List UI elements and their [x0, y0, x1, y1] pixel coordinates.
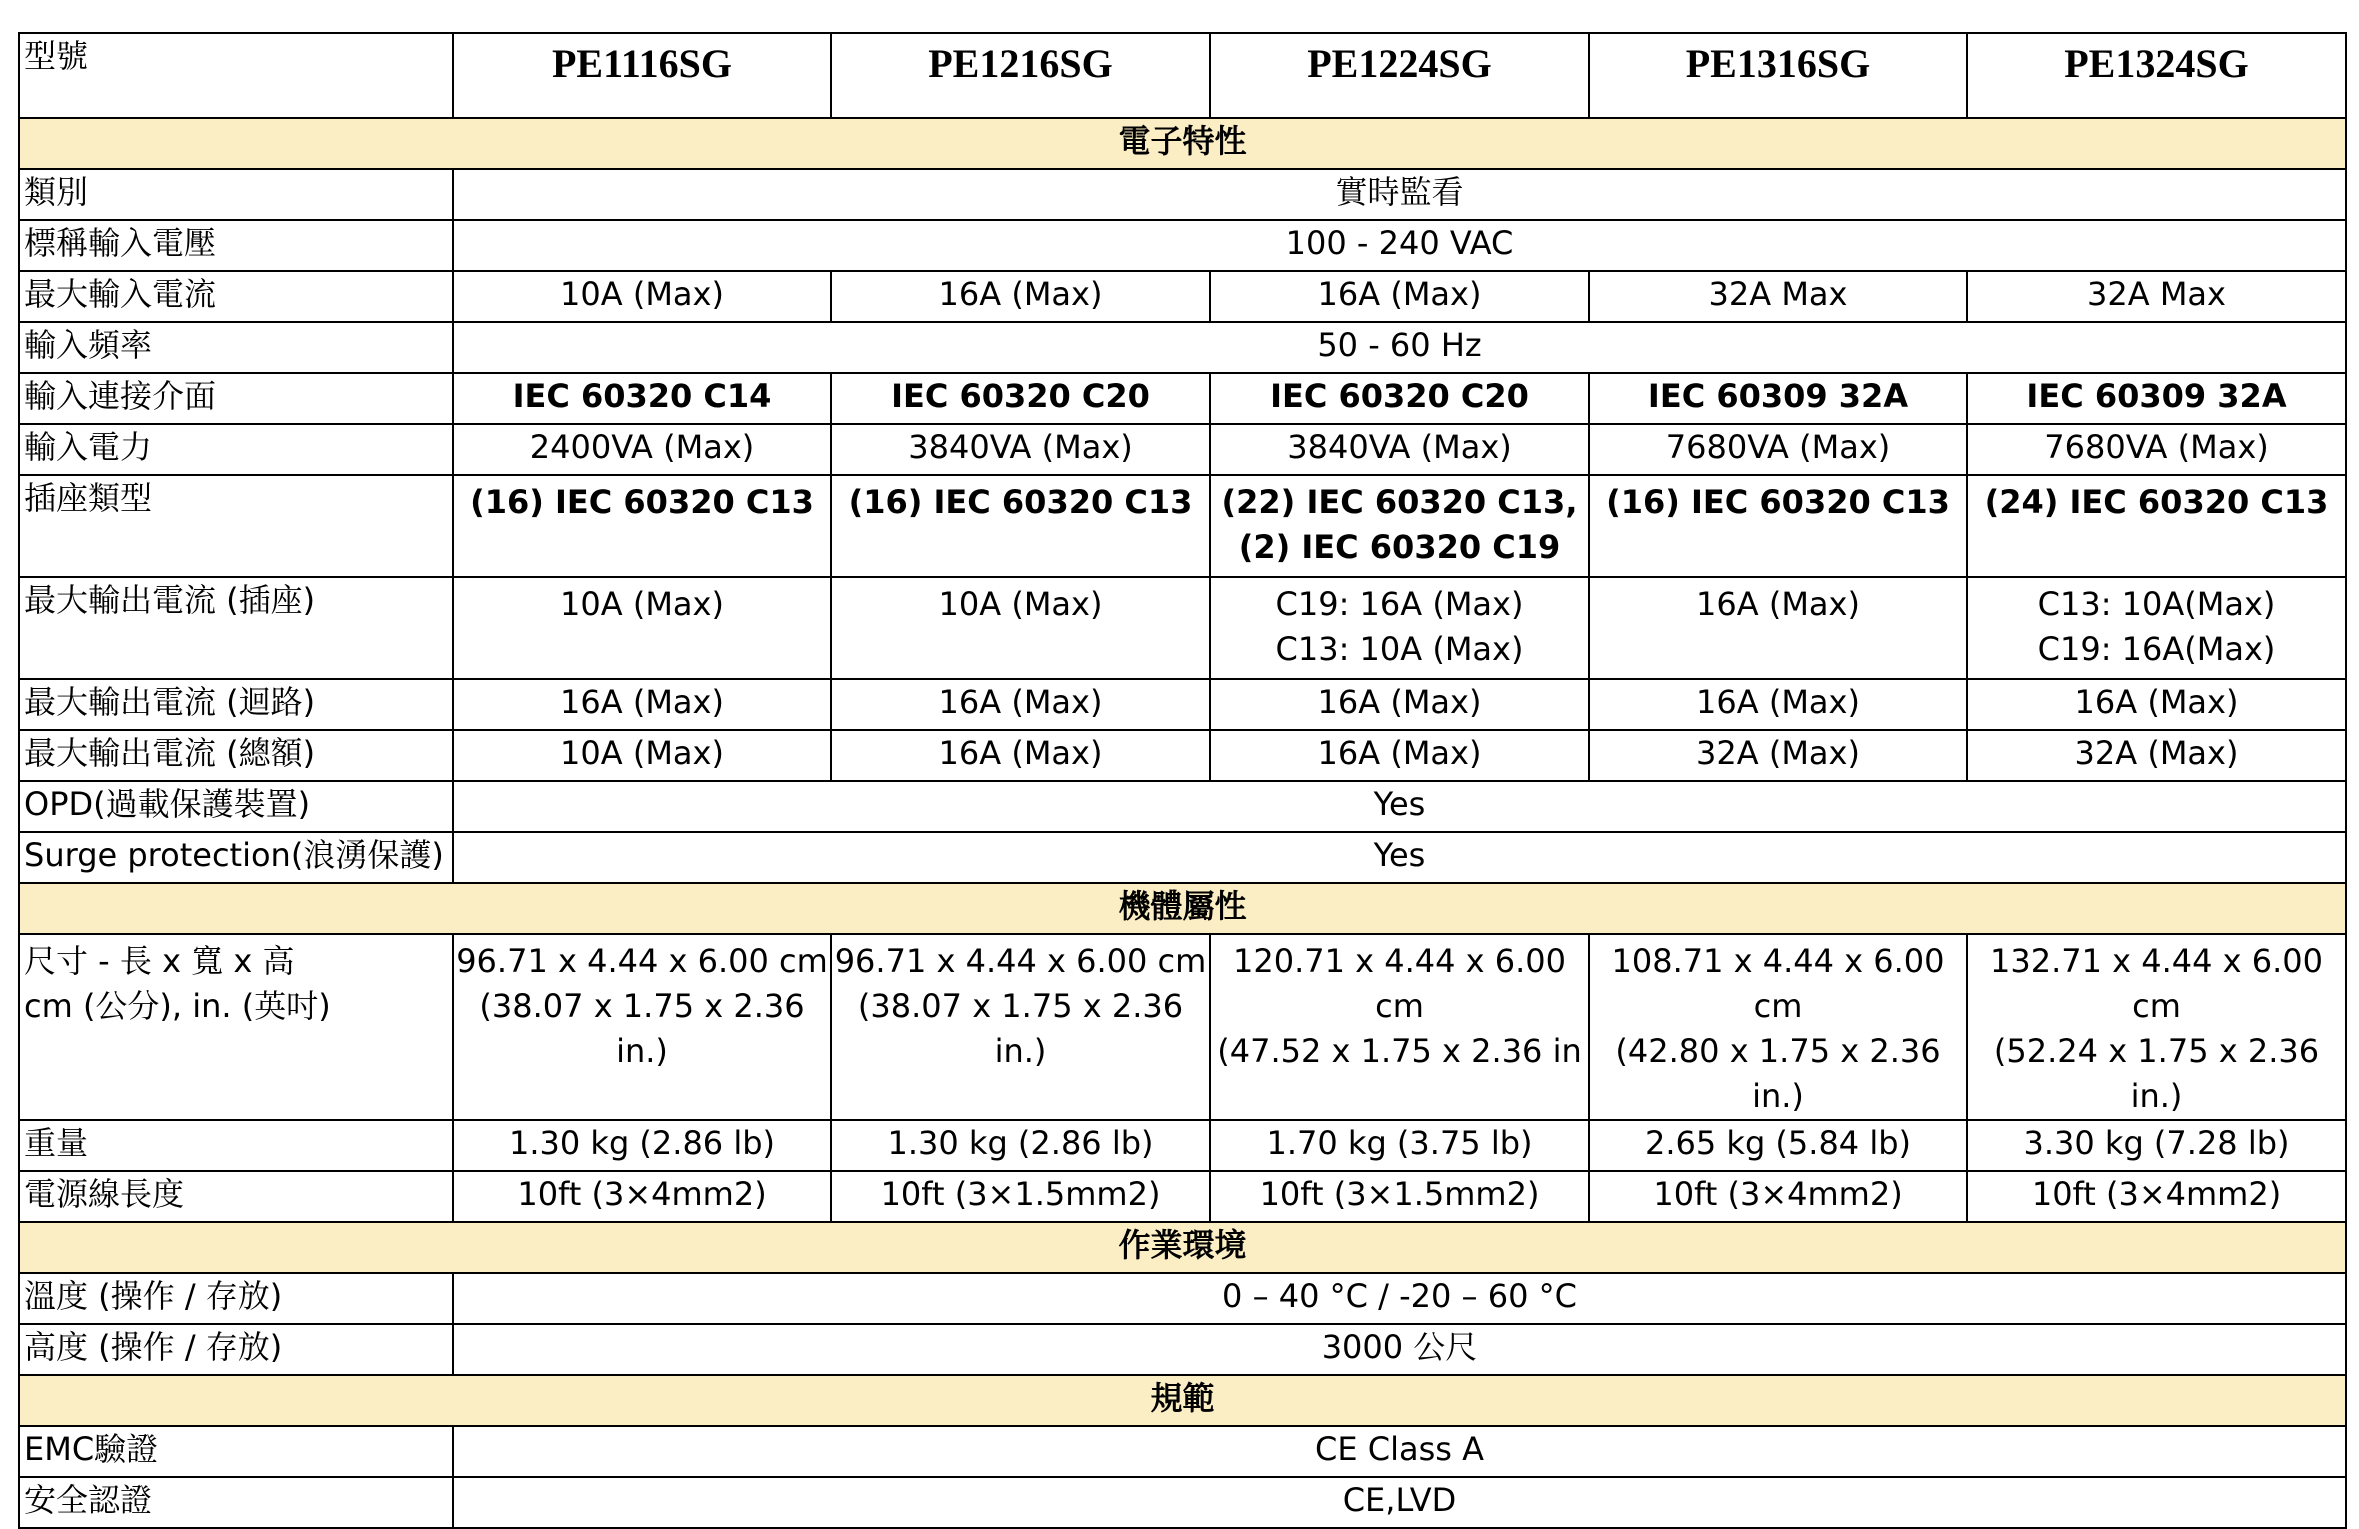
row-value [1589, 934, 1967, 1120]
spec-table-body [19, 33, 2346, 1528]
row-value [831, 577, 1210, 679]
value-line: 96.71 x 4.44 x 6.00 cm [834, 942, 1207, 980]
row-value [453, 934, 831, 1120]
row-label: 類別 [19, 169, 453, 220]
table-row-category [19, 169, 2346, 220]
row-value: 10ft (3×1.5mm2) [831, 1171, 1210, 1222]
row-value: 7680VA (Max) [1967, 424, 2346, 475]
table-row-input-connector [19, 373, 2346, 424]
row-value: IEC 60320 C14 [453, 373, 831, 424]
row-label: EMC驗證 [19, 1426, 453, 1477]
table-row-input-frequency [19, 322, 2346, 373]
row-value: 0 – 40 °C / -20 – 60 °C [453, 1273, 2346, 1324]
row-value [831, 475, 1210, 577]
row-label: 最大輸出電流 (迴路) [19, 679, 453, 730]
row-label: 最大輸出電流 (總額) [19, 730, 453, 781]
table-row-outlet-type [19, 475, 2346, 577]
row-value: 32A Max [1967, 271, 2346, 322]
section-heading-regulatory: 規範 [19, 1375, 2346, 1426]
value-line: 120.71 x 4.44 x 6.00 cm [1232, 942, 1567, 1025]
row-value: 100 - 240 VAC [453, 220, 2346, 271]
row-value: 16A (Max) [1967, 679, 2346, 730]
table-row-emc [19, 1426, 2346, 1477]
value-line: 10A (Max) [938, 585, 1103, 623]
row-value [453, 475, 831, 577]
value-line: C13: 10A(Max) [2037, 585, 2276, 623]
row-value: 16A (Max) [831, 730, 1210, 781]
value-line: 132.71 x 4.44 x 6.00 cm [1989, 942, 2324, 1025]
row-value: 32A (Max) [1967, 730, 2346, 781]
section-row-environment [19, 1222, 2346, 1273]
table-row-max-output-total [19, 730, 2346, 781]
row-value: 10A (Max) [453, 271, 831, 322]
row-value [1210, 934, 1589, 1120]
row-value: 50 - 60 Hz [453, 322, 2346, 373]
row-value: 1.30 kg (2.86 lb) [453, 1120, 831, 1171]
row-label: 輸入頻率 [19, 322, 453, 373]
section-heading-physical: 機體屬性 [19, 883, 2346, 934]
row-label: OPD(過載保護裝置) [19, 781, 453, 832]
table-row-input-power [19, 424, 2346, 475]
label-line: 尺寸 - 長 x 寬 x 高 [24, 942, 295, 980]
row-value: 32A Max [1589, 271, 1967, 322]
row-value [1210, 577, 1589, 679]
value-line: (16) IEC 60320 C13 [848, 483, 1193, 521]
row-label: 電源線長度 [19, 1171, 453, 1222]
table-row-safety [19, 1477, 2346, 1528]
value-line: C19: 16A(Max) [2037, 630, 2276, 668]
row-value: 10ft (3×1.5mm2) [1210, 1171, 1589, 1222]
row-value: 16A (Max) [453, 679, 831, 730]
model-name: PE1224SG [1210, 33, 1589, 118]
value-line: 108.71 x 4.44 x 6.00 cm [1611, 942, 1945, 1025]
row-value [1589, 577, 1967, 679]
row-value [1210, 475, 1589, 577]
spec-table [18, 32, 2347, 1529]
row-value: 10A (Max) [453, 730, 831, 781]
value-line: (16) IEC 60320 C13 [470, 483, 814, 521]
row-value: 3840VA (Max) [1210, 424, 1589, 475]
value-line: 16A (Max) [1696, 585, 1860, 623]
value-line: (38.07 x 1.75 x 2.36 in.) [857, 987, 1184, 1070]
row-value: 3000 公尺 [453, 1324, 2346, 1375]
row-value: 2.65 kg (5.84 lb) [1589, 1120, 1967, 1171]
row-label [19, 934, 453, 1120]
row-value: 16A (Max) [831, 679, 1210, 730]
table-row-surge [19, 832, 2346, 883]
section-row-electrical [19, 118, 2346, 169]
row-value: Yes [453, 832, 2346, 883]
row-value: 10ft (3×4mm2) [1589, 1171, 1967, 1222]
row-value: 16A (Max) [1589, 679, 1967, 730]
table-row-dimensions [19, 934, 2346, 1120]
row-value [1589, 475, 1967, 577]
row-value: IEC 60309 32A [1967, 373, 2346, 424]
row-value: 2400VA (Max) [453, 424, 831, 475]
row-value: IEC 60309 32A [1589, 373, 1967, 424]
model-name: PE1316SG [1589, 33, 1967, 118]
value-line: (47.52 x 1.75 x 2.36 in [1217, 1032, 1582, 1070]
row-value: 1.30 kg (2.86 lb) [831, 1120, 1210, 1171]
value-line: (22) IEC 60320 C13, [1221, 483, 1578, 521]
row-value: 3.30 kg (7.28 lb) [1967, 1120, 2346, 1171]
row-value [1967, 577, 2346, 679]
table-row-nominal-voltage [19, 220, 2346, 271]
table-row-weight [19, 1120, 2346, 1171]
row-label: 最大輸出電流 (插座) [19, 577, 453, 679]
row-value: IEC 60320 C20 [1210, 373, 1589, 424]
table-row-max-output-circuit [19, 679, 2346, 730]
row-value: 10ft (3×4mm2) [1967, 1171, 2346, 1222]
row-label: 插座類型 [19, 475, 453, 577]
table-row-max-output-outlet [19, 577, 2346, 679]
row-value: Yes [453, 781, 2346, 832]
section-heading-electrical: 電子特性 [19, 118, 2346, 169]
value-line: (24) IEC 60320 C13 [1984, 483, 2329, 521]
row-value: 實時監看 [453, 169, 2346, 220]
row-value: CE,LVD [453, 1477, 2346, 1528]
value-line: 96.71 x 4.44 x 6.00 cm [456, 942, 828, 980]
row-value: IEC 60320 C20 [831, 373, 1210, 424]
value-line: 10A (Max) [560, 585, 724, 623]
model-name: PE1324SG [1967, 33, 2346, 118]
section-row-regulatory [19, 1375, 2346, 1426]
row-label: 重量 [19, 1120, 453, 1171]
row-value: 16A (Max) [1210, 730, 1589, 781]
row-value: 7680VA (Max) [1589, 424, 1967, 475]
row-label: 高度 (操作 / 存放) [19, 1324, 453, 1375]
section-row-physical [19, 883, 2346, 934]
row-value [453, 577, 831, 679]
row-value: 32A (Max) [1589, 730, 1967, 781]
model-name: PE1116SG [453, 33, 831, 118]
table-row-temperature [19, 1273, 2346, 1324]
table-row-altitude [19, 1324, 2346, 1375]
row-value [1967, 475, 2346, 577]
row-value: 16A (Max) [1210, 271, 1589, 322]
value-line: (38.07 x 1.75 x 2.36 in.) [479, 987, 805, 1070]
table-row-max-input-current [19, 271, 2346, 322]
value-line: (16) IEC 60320 C13 [1606, 483, 1950, 521]
row-value: 10ft (3×4mm2) [453, 1171, 831, 1222]
row-value: 16A (Max) [831, 271, 1210, 322]
label-line: cm (公分), in. (英吋) [24, 987, 331, 1025]
row-value: 3840VA (Max) [831, 424, 1210, 475]
row-label: 安全認證 [19, 1477, 453, 1528]
row-label: Surge protection(浪湧保護) [19, 832, 453, 883]
model-header-label: 型號 [19, 33, 453, 118]
row-value: 1.70 kg (3.75 lb) [1210, 1120, 1589, 1171]
row-label: 標稱輸入電壓 [19, 220, 453, 271]
row-value: CE Class A [453, 1426, 2346, 1477]
value-line: C19: 16A (Max) [1275, 585, 1524, 623]
table-row-model [19, 33, 2346, 118]
row-label: 最大輸入電流 [19, 271, 453, 322]
row-label: 輸入連接介面 [19, 373, 453, 424]
row-value [831, 934, 1210, 1120]
table-row-cord-length [19, 1171, 2346, 1222]
section-heading-environment: 作業環境 [19, 1222, 2346, 1273]
row-value [1967, 934, 2346, 1120]
row-label: 輸入電力 [19, 424, 453, 475]
value-line: (2) IEC 60320 C19 [1238, 528, 1561, 566]
table-row-opd [19, 781, 2346, 832]
value-line: (42.80 x 1.75 x 2.36 in.) [1615, 1032, 1941, 1115]
value-line: C13: 10A (Max) [1275, 630, 1524, 668]
value-line: (52.24 x 1.75 x 2.36 in.) [1993, 1032, 2320, 1115]
row-value: 16A (Max) [1210, 679, 1589, 730]
model-name: PE1216SG [831, 33, 1210, 118]
row-label: 溫度 (操作 / 存放) [19, 1273, 453, 1324]
